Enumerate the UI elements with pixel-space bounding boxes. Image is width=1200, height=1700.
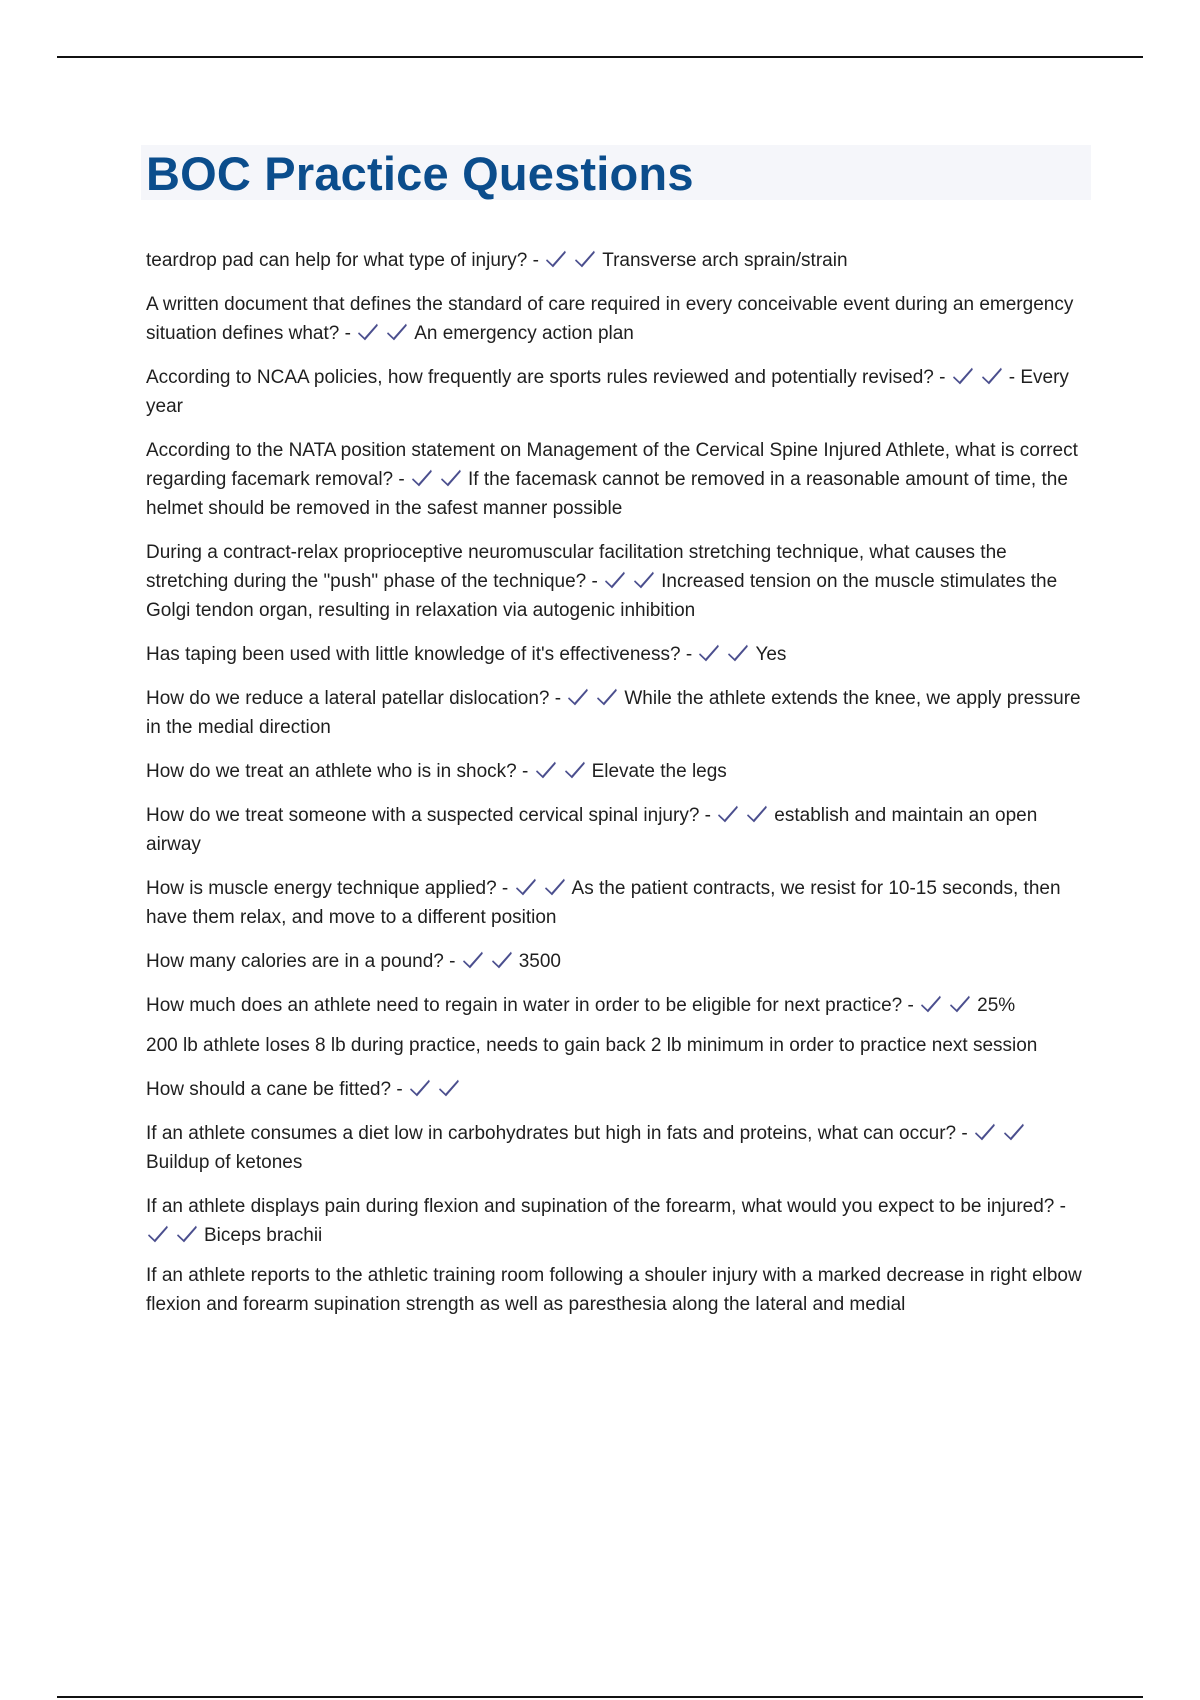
check-mark-icon (385, 319, 409, 343)
check-mark-icon (726, 640, 750, 664)
top-rule (57, 56, 1143, 58)
check-mark-icon (490, 947, 514, 971)
check-mark-icon (437, 1075, 461, 1099)
bottom-rule (57, 1696, 1143, 1698)
check-mark-icon (439, 465, 463, 489)
answer-text: While the athlete extends the knee, we apply pressure in the medial direction (146, 688, 1081, 738)
question-text: According to NCAA policies, how frequently are sports rules reviewed and potentially revised? - (146, 367, 946, 388)
question-text: teardrop pad can help for what type of injury? - (146, 250, 539, 271)
check-mark-icon (948, 991, 972, 1015)
check-mark-icon (632, 567, 656, 591)
check-mark-icon (461, 947, 485, 971)
answer-text: Elevate the legs (591, 761, 727, 782)
answer-text: - Every year (146, 367, 1069, 417)
check-mark-icon (1002, 1119, 1026, 1143)
answer-text: establish and maintain an open airway (146, 805, 1038, 855)
check-mark-icon (514, 874, 538, 898)
qa-item (146, 363, 1086, 421)
qa-item (146, 1119, 1086, 1177)
question-text: A written document that defines the standard of care required in every conceivable event during an emergency situation defines what? - (146, 294, 1074, 344)
check-mark-icon (716, 801, 740, 825)
question-text: According to the NATA position statement on Management of the Cervical Spine Injured Athlete, what is correct regarding facemark removal? - (146, 440, 1078, 490)
question-text: Has taping been used with little knowledge of it's effectiveness? - (146, 644, 693, 665)
question-text: How many calories are in a pound? - (146, 951, 456, 972)
question-text: How do we treat an athlete who is in shock? - (146, 761, 529, 782)
check-mark-icon (146, 1221, 170, 1245)
qa-item (146, 1192, 1086, 1250)
check-mark-icon (919, 991, 943, 1015)
question-text: How should a cane be fitted? - (146, 1079, 403, 1100)
qa-item (146, 757, 1086, 786)
check-mark-icon (408, 1075, 432, 1099)
answer-text: Yes (755, 644, 787, 665)
question-text: How do we treat someone with a suspected cervical spinal injury? - (146, 805, 711, 826)
check-mark-icon (697, 640, 721, 664)
answer-text: Transverse arch sprain/strain (602, 250, 848, 271)
check-mark-icon (175, 1221, 199, 1245)
qa-item (146, 874, 1086, 932)
check-mark-icon (573, 246, 597, 270)
qa-item (146, 801, 1086, 859)
answer-text: An emergency action plan (414, 323, 634, 344)
check-mark-icon (410, 465, 434, 489)
check-mark-icon (980, 363, 1004, 387)
check-mark-icon (543, 874, 567, 898)
check-mark-icon (544, 246, 568, 270)
note-text: 200 lb athlete loses 8 lb during practice, needs to gain back 2 lb minimum in order to practice next session (146, 1035, 1038, 1056)
answer-text: If the facemask cannot be removed in a reasonable amount of time, the helmet should be removed in the safest manner possible (146, 469, 1068, 519)
qa-item (146, 947, 1086, 976)
question-text: During a contract-relax proprioceptive neuromuscular facilitation stretching technique, what causes the stretching during the "push" phase of the technique? - (146, 542, 1007, 592)
answer-text: As the patient contracts, we resist for 10-15 seconds, then have them relax, and move to a different position (146, 878, 1061, 928)
qa-item (146, 640, 1086, 669)
qa-list (146, 246, 1086, 1334)
check-mark-icon (603, 567, 627, 591)
qa-item (146, 436, 1086, 523)
qa-item (146, 1031, 1086, 1060)
question-text: If an athlete displays pain during flexion and supination of the forearm, what would you expect to be injured? - (146, 1196, 1066, 1217)
question-text: How much does an athlete need to regain in water in order to be eligible for next practice? - (146, 995, 914, 1016)
qa-item (146, 991, 1086, 1020)
answer-text: 3500 (518, 951, 561, 972)
check-mark-icon (745, 801, 769, 825)
check-mark-icon (973, 1119, 997, 1143)
note-text: If an athlete reports to the athletic training room following a shouler injury with a marked decrease in right elbow flexion and forearm supination strength as well as paresthesia along the lateral and medial (146, 1265, 1082, 1315)
check-mark-icon (951, 363, 975, 387)
question-text: How do we reduce a lateral patellar dislocation? - (146, 688, 562, 709)
answer-text: Biceps brachii (204, 1225, 323, 1246)
answer-text: Buildup of ketones (146, 1152, 303, 1173)
check-mark-icon (566, 684, 590, 708)
page-title: BOC Practice Questions (146, 147, 694, 200)
check-mark-icon (563, 757, 587, 781)
check-mark-icon (595, 684, 619, 708)
qa-item (146, 246, 1086, 275)
question-text: If an athlete consumes a diet low in carbohydrates but high in fats and proteins, what can occur? - (146, 1123, 968, 1144)
qa-item (146, 1261, 1086, 1319)
check-mark-icon (534, 757, 558, 781)
check-mark-icon (356, 319, 380, 343)
question-text: How is muscle energy technique applied? - (146, 878, 509, 899)
qa-item (146, 684, 1086, 742)
qa-item (146, 538, 1086, 625)
qa-item (146, 290, 1086, 348)
answer-text: 25% (977, 995, 1016, 1016)
answer-text: Increased tension on the muscle stimulates the Golgi tendon organ, resulting in relaxation via autogenic inhibition (146, 571, 1058, 621)
qa-item (146, 1075, 1086, 1104)
